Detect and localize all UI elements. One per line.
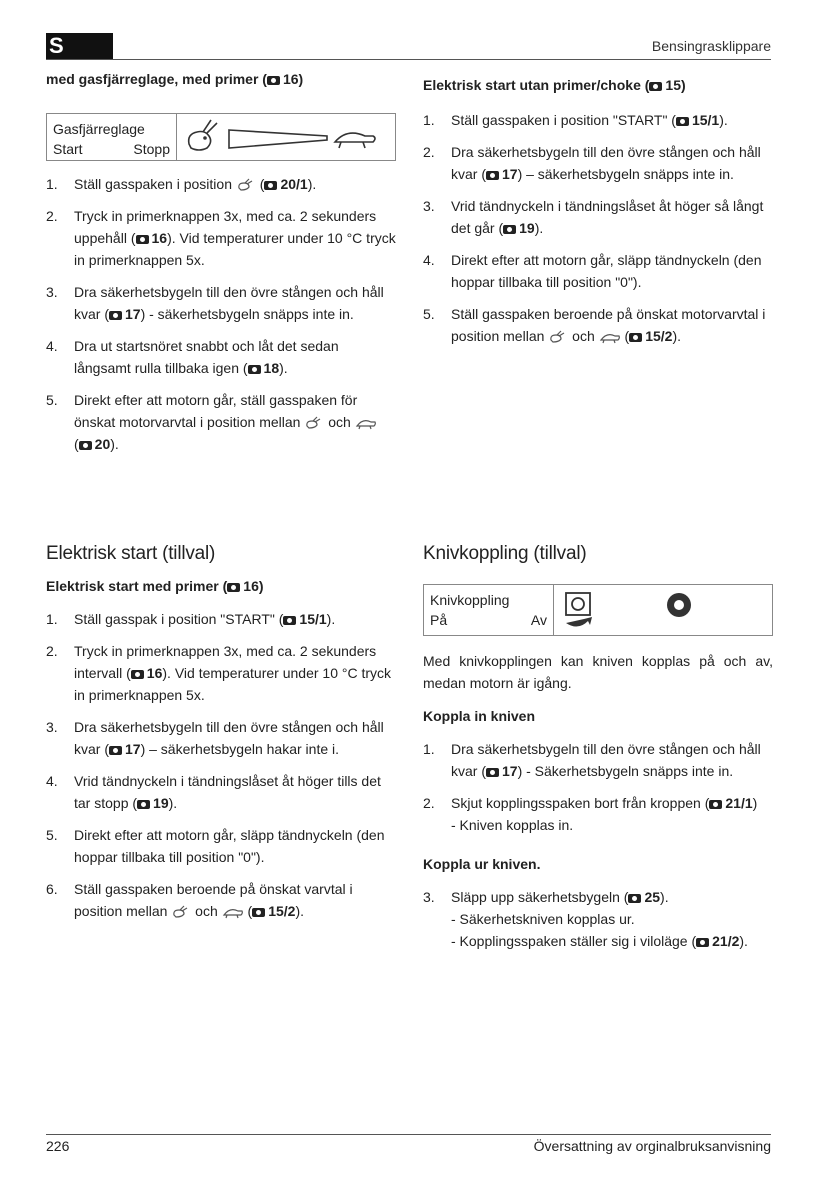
blade-clutch-section [423,543,773,962]
camera-icon [227,583,240,592]
camera-icon [486,768,499,777]
electric-start-no-primer-section [423,77,773,357]
blade-clutch-graphic [554,585,772,635]
electric-primer-steps [46,608,396,922]
camera-icon [649,82,662,91]
list-item: 3. Dra säkerhetsbygeln till den övre stången och håll kvar ( 17) – säkerhetsbygeln hakar inte i. [46,719,384,757]
camera-icon [252,908,265,917]
camera-icon [137,800,150,809]
camera-icon [503,225,516,234]
list-item: 1. Ställ gasspaken i position "START" ( 15/1). [423,112,728,128]
camera-icon [676,117,689,126]
section-subheading: Elektrisk start utan primer/choke ( 15) [423,77,686,93]
list-item: 3. Släpp upp säkerhetsbygeln ( 25). - Säkerhetskniven kopplas ur. - Kopplingsspaken ställer sig i viloläge ( 21/2). [423,889,748,949]
list-item: 2. Tryck in primerknappen 3x, med ca. 2 sekunders uppehåll ( 16). Vid temperaturer under 10 °C tryck in primerknappen 5x. [46,208,396,268]
list-item: 4. Vrid tändnyckeln i tändningslåset åt höger tills det tar stopp ( 19). [46,773,381,811]
list-item: 1. Ställ gasspak i position "START" ( 15/1). [46,611,336,627]
camera-icon [629,333,642,342]
list-item: 2. Tryck in primerknappen 3x, med ca. 2 sekunders intervall ( 16). Vid temperaturer under 10 °C tryck in primerknappen 5x. [46,643,392,703]
camera-icon [136,235,149,244]
language-badge: S [46,33,113,59]
list-item: 2. Dra säkerhetsbygeln till den övre stången och håll kvar ( 17) – säkerhetsbygeln snäpps inte in. [423,144,761,182]
turtle-icon [335,133,375,148]
throttle-graphic [177,114,395,160]
electric-start-optional-section [46,543,396,932]
camera-icon [283,616,296,625]
primer-remote-throttle-section [46,71,396,465]
section-subheading: med gasfjärreglage, med primer ( 16) [46,71,304,87]
blade-clutch-label: Knivkoppling [430,592,510,608]
throttle-control-table [46,113,396,161]
header-divider [46,59,771,60]
throttle-label: Gasfjärreglage [53,121,145,137]
list-item: 6. Ställ gasspaken beroende på önskat varvtal i position mellan och ( 15/2). [46,881,353,919]
throttle-labels [47,114,177,160]
camera-icon [264,181,277,190]
camera-icon [109,311,122,320]
list-item: 1. Ställ gasspaken i position ( 20/1). [46,176,317,192]
camera-icon [486,171,499,180]
list-item: 5. Direkt efter att motorn går, ställ gasspaken för önskat motorvarvtal i position mellan och ( 20). [46,389,396,455]
electric-start-steps [423,109,773,347]
stop-label: Stopp [133,141,170,157]
section-title: Knivkoppling (tillval) [423,543,587,564]
on-label: På [430,612,448,628]
turtle-icon [355,416,377,430]
page-number: 226 [46,1138,70,1154]
footer-text: Översattning av orginalbruksanvisning [533,1138,771,1154]
list-item: 1. Dra säkerhetsbygeln till den övre stången och håll kvar ( 17) - Säkerhetsbygeln snäpps inte in. [423,741,761,779]
blade-clutch-intro: Med knivkopplingen kan kniven kopplas på och av, medan motorn är igång. [423,653,773,691]
turtle-icon [222,905,244,919]
list-item: 4. Direkt efter att motorn går, släpp tändnyckeln (den hoppar tillbaka till position "0"). [423,252,762,290]
blade-disengaged-icon [667,593,691,617]
section-subheading: Elektrisk start med primer ( 16) [46,578,264,594]
primer-start-steps [46,173,396,455]
engage-blade-heading: Koppla in kniven [423,708,536,724]
camera-icon [696,938,709,947]
rabbit-icon [171,905,191,919]
rabbit-icon [304,416,324,430]
camera-icon [79,441,92,450]
footer-divider [46,1134,771,1135]
rabbit-icon [236,178,256,192]
list-item: 3. Dra säkerhetsbygeln till den övre stången och håll kvar ( 17) - säkerhetsbygeln snäpps inte in. [46,284,384,322]
list-item: 5. Ställ gasspaken beroende på önskat motorvarvtal i position mellan och ( 15/2). [423,306,766,344]
disengage-blade-steps [423,886,773,952]
blade-clutch-table [423,584,773,636]
turtle-icon [599,330,621,344]
section-title: Elektrisk start (tillval) [46,543,216,564]
blade-engaged-icon [566,593,592,627]
speed-wedge-icon [229,130,327,148]
list-item: 5. Direkt efter att motorn går, släpp tändnyckeln (den hoppar tillbaka till position "0"). [46,827,385,865]
rabbit-icon [189,120,217,150]
engage-blade-steps [423,738,773,836]
camera-icon [109,746,122,755]
start-label: Start [53,141,83,157]
rabbit-icon [548,330,568,344]
off-label: Av [530,612,547,628]
list-item: 4. Dra ut startsnöret snabbt och låt det sedan långsamt rulla tillbaka igen ( 18). [46,338,339,376]
camera-icon [131,670,144,679]
camera-icon [628,894,641,903]
blade-clutch-labels [424,585,554,635]
document-title: Bensingrasklippare [651,38,771,54]
list-item: 2. Skjut kopplingsspaken bort från kroppen ( 21/1) - Kniven kopplas in. [423,795,758,833]
camera-icon [248,365,261,374]
list-item: 3. Vrid tändnyckeln i tändningslåset åt höger så långt det går ( 19). [423,198,764,236]
camera-icon [267,76,280,85]
disengage-blade-heading: Koppla ur kniven. [423,856,541,872]
camera-icon [709,800,722,809]
